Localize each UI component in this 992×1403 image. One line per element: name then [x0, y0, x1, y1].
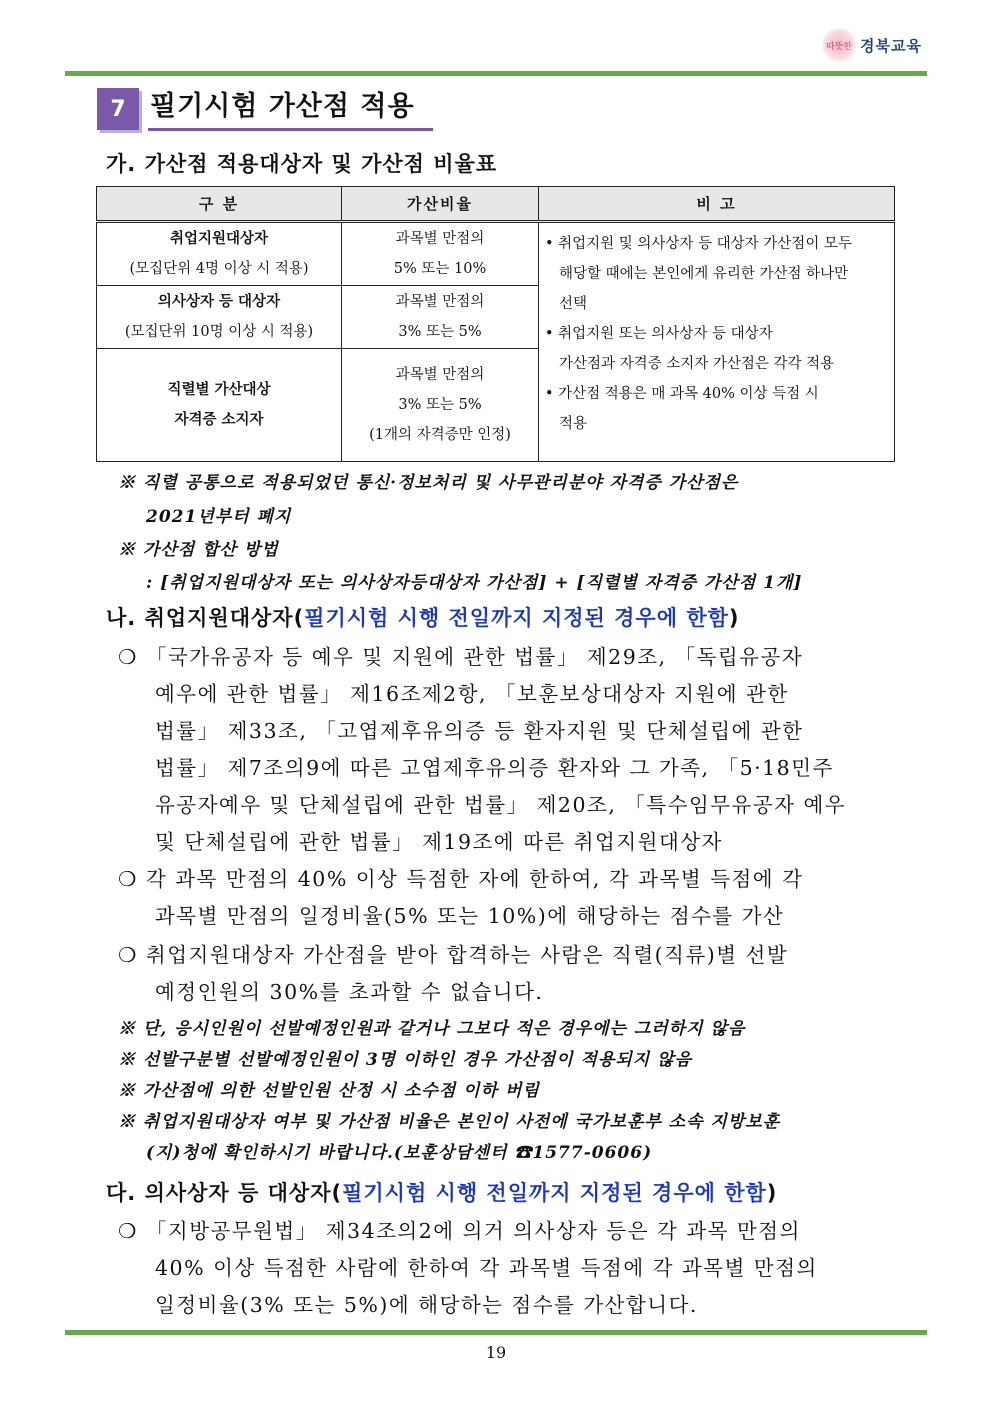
row-category [97, 222, 342, 286]
body-line: 법률」 제33조, 「고엽제후유의증 등 환자지원 및 단체설립에 관한 [155, 719, 804, 743]
body-line: 과목별 만점의 일정비율(5% 또는 10%)에 해당하는 점수를 가산 [155, 904, 785, 928]
subheading-a: 가. 가산점 적용대상자 및 가산점 비율표 [106, 152, 498, 176]
ratio-note: (1개의 자격증만 인정) [369, 427, 511, 443]
subheading-c-highlight: 필기시험 시행 전일까지 지정된 경우에 한함 [342, 1181, 767, 1205]
ratio-line: 과목별 만점의 [395, 231, 485, 247]
section-title: 필기시험 가산점 적용 [150, 91, 415, 122]
subheading-b-prefix: 나. 취업지원대상자( [106, 606, 305, 630]
remark-line: 선택 [559, 296, 588, 312]
note-line: ※ 취업지원대상자 여부 및 가산점 비율은 본인이 사전에 국가보훈부 소속 지방보훈 [118, 1112, 781, 1132]
ratio-line: 과목별 만점의 [395, 294, 485, 310]
logo-emblem: 따뜻한 [822, 28, 856, 62]
remarks-cell [539, 222, 895, 462]
table-header-ratio: 가산비율 [342, 187, 539, 222]
body-line: 예정인원의 30%를 초과할 수 없습니다. [155, 980, 544, 1004]
row-name: 의사상자 등 대상자 [157, 294, 281, 310]
subheading-b [106, 602, 740, 632]
note-line: (지)청에 확인하시기 바랍니다.(보훈상담센터 ☎1577-0606) [146, 1143, 653, 1163]
note-abolished: ※ 직렬 공통으로 적용되었던 통신·정보처리 및 사무관리분야 자격증 가산점은 [118, 473, 739, 493]
row-ratio [342, 286, 539, 349]
subheading-c-prefix: 다. 의사상자 등 대상자( [106, 1181, 343, 1205]
row-ratio [342, 222, 539, 286]
subheading-b-suffix: ) [728, 606, 740, 630]
table-header-category: 구 분 [97, 187, 342, 222]
note-abolished-cont: 2021년부터 폐지 [146, 507, 292, 527]
body-line: 예우에 관한 법률」 제16조제2항, 「보훈보상대상자 지원에 관한 [155, 682, 789, 706]
table-header-remarks: 비 고 [539, 187, 895, 222]
bonus-ratio-table [96, 186, 895, 462]
note-sum-method: ※ 가산점 합산 방법 [118, 540, 279, 560]
row-ratio [342, 349, 539, 462]
header-logo [822, 28, 922, 62]
subheading-c-suffix: ) [766, 1181, 778, 1205]
row-name: 취업지원대상자 [169, 231, 269, 247]
body-line: 및 단체설립에 관한 법률」 제19조에 따른 취업지원대상자 [155, 830, 723, 854]
remark-line: 해당할 때에는 본인에게 유리한 가산점 하나만 [559, 266, 849, 282]
row-sub: (모집단위 10명 이상 시 적용) [124, 324, 314, 340]
section-number: 7 [97, 88, 139, 130]
header-rule [65, 71, 927, 76]
body-line: ❍ 취업지원대상자 가산점을 받아 합격하는 사람은 직렬(직류)별 선발 [118, 943, 789, 967]
remark-line: 가산점과 자격증 소지자 가산점은 각각 적용 [559, 356, 835, 372]
body-line: 일정비율(3% 또는 5%)에 해당하는 점수를 가산합니다. [155, 1293, 698, 1317]
row-category [97, 349, 342, 462]
subheading-c [106, 1177, 777, 1207]
page-number: 19 [485, 1343, 507, 1362]
ratio-value: 3% 또는 5% [398, 324, 482, 340]
note-line: ※ 단, 응시인원이 선발예정인원과 같거나 그보다 적은 경우에는 그러하지 않음 [118, 1019, 746, 1039]
table-header-row [97, 187, 895, 222]
table-row [97, 222, 895, 286]
logo-text: 경북교육 [860, 36, 922, 55]
row-category [97, 286, 342, 349]
remark-line: • 취업지원 또는 의사상자 등 대상자 [545, 326, 773, 342]
note-line: ※ 가산점에 의한 선발인원 산정 시 소수점 이하 버림 [118, 1081, 540, 1101]
footer-rule [65, 1330, 927, 1335]
remark-line: 적용 [559, 416, 588, 432]
body-line: ❍ 「국가유공자 등 예우 및 지원에 관한 법률」 제29조, 「독립유공자 [118, 645, 804, 669]
row-sub: (모집단위 4명 이상 시 적용) [129, 261, 309, 277]
ratio-line: 과목별 만점의 [395, 367, 485, 383]
ratio-value: 5% 또는 10% [393, 261, 487, 277]
row-name: 직렬별 가산대상 [167, 382, 271, 398]
note-line: ※ 선발구분별 선발예정인원이 3명 이하인 경우 가산점이 적용되지 않음 [118, 1050, 692, 1070]
body-line: ❍ 「지방공무원법」 제34조의2에 의거 의사상자 등은 각 과목 만점의 [118, 1219, 801, 1243]
body-line: 40% 이상 득점한 사람에 한하여 각 과목별 득점에 각 과목별 만점의 [155, 1256, 818, 1280]
section-title-underline [148, 128, 433, 131]
row-sub: 자격증 소지자 [174, 412, 264, 428]
body-line: 법률」 제7조의9에 따른 고엽제후유의증 환자와 그 가족, 「5·18민주 [155, 756, 834, 780]
subheading-b-highlight: 필기시험 시행 전일까지 지정된 경우에 한함 [304, 606, 729, 630]
remark-line: • 취업지원 및 의사상자 등 대상자 가산점이 모두 [545, 236, 852, 252]
body-line: 유공자예우 및 단체설립에 관한 법률」 제20조, 「특수임무유공자 예우 [155, 793, 847, 817]
note-sum-formula: : [취업지원대상자 또는 의사상자등대상자 가산점] + [직렬별 자격증 가산점 1개] [146, 573, 803, 593]
ratio-value: 3% 또는 5% [398, 397, 482, 413]
body-line: ❍ 각 과목 만점의 40% 이상 득점한 자에 한하여, 각 과목별 득점에 각 [118, 867, 804, 891]
remark-line: • 가산점 적용은 매 과목 40% 이상 득점 시 [545, 386, 819, 402]
